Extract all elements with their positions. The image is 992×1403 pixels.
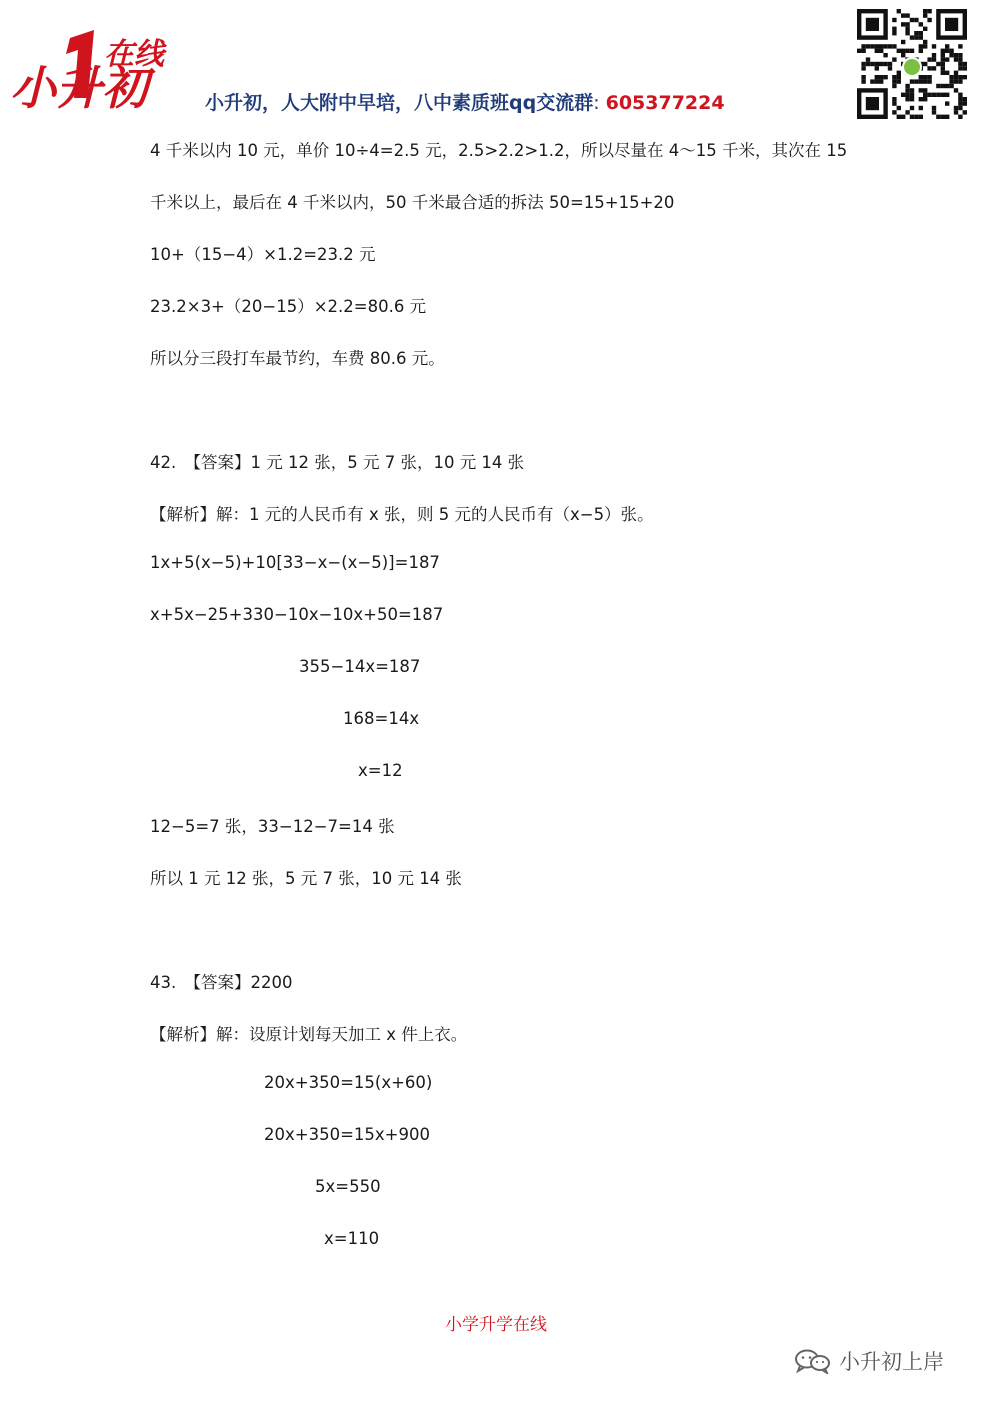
analysis-line-42: 【解析】解：1 元的人民币有 x 张，则 5 元的人民币有（x−5）张。 — [150, 505, 654, 524]
logo-graphic — [8, 28, 178, 114]
equation-line: 168=14x — [343, 709, 420, 728]
equation-line: 20x+350=15(x+60) — [264, 1073, 433, 1092]
wechat-watermark — [793, 1346, 944, 1376]
wechat-icon — [793, 1348, 833, 1374]
content-line: 10+（15−4）×1.2=23.2 元 — [150, 245, 376, 264]
svg-text:小升初: 小升初 — [10, 61, 148, 114]
analysis-line-43: 【解析】解：设原计划每天加工 x 件上衣。 — [150, 1025, 468, 1044]
content-line: 23.2×3+（20−15）×2.2=80.6 元 — [150, 297, 427, 316]
content-line: 4 千米以内 10 元，单价 10÷4=2.5 元，2.5>2.2>1.2，所以尽量在 4～15 千米，其次在 15 — [150, 141, 848, 160]
header-title-line — [205, 88, 725, 115]
answer-heading-42: 42. 【答案】1 元 12 张，5 元 7 张，10 元 14 张 — [150, 453, 525, 472]
qr-code — [857, 9, 967, 127]
header-title: 小升初，人大附中早培，八中素质班qq交流群 — [205, 92, 594, 114]
footer-site-name: 小学升学在线 — [445, 1315, 547, 1335]
equation-line: 355−14x=187 — [299, 657, 421, 676]
equation-line: 1x+5(x−5)+10[33−x−(x−5)]=187 — [150, 553, 440, 572]
equation-line: x=12 — [358, 761, 403, 780]
content-line: 千米以上，最后在 4 千米以内，50 千米最合适的拆法 50=15+15+20 — [150, 193, 675, 212]
content-line: 12−5=7 张，33−12−7=14 张 — [150, 817, 395, 836]
content-line: 所以 1 元 12 张，5 元 7 张，10 元 14 张 — [150, 869, 462, 888]
content-line: 所以分三段打车最节约，车费 80.6 元。 — [150, 349, 445, 368]
header-separator: : — [593, 92, 600, 114]
answer-heading-43: 43. 【答案】2200 — [150, 973, 293, 992]
equation-line: 20x+350=15x+900 — [264, 1125, 430, 1144]
equation-line: x=110 — [324, 1229, 380, 1248]
equation-line: 5x=550 — [315, 1177, 381, 1196]
qq-group-number: 605377224 — [605, 92, 725, 114]
brand-logo — [8, 28, 178, 114]
svg-text:在线: 在线 — [104, 37, 164, 72]
qr-code-graphic — [857, 9, 967, 127]
equation-line: x+5x−25+330−10x−10x+50=187 — [150, 605, 444, 624]
watermark-text: 小升初上岸 — [839, 1350, 944, 1374]
